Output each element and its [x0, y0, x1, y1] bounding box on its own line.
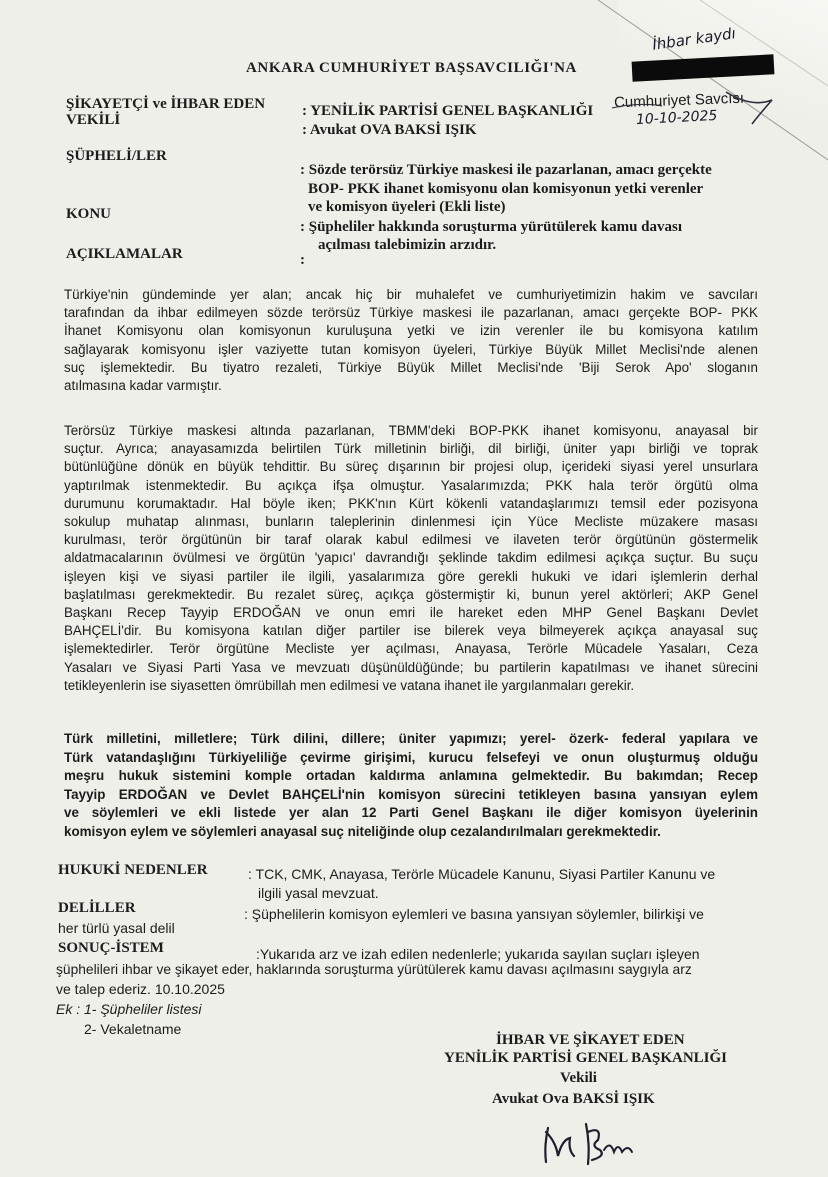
stamp-handwritten-note: İhbar kaydı	[651, 24, 737, 54]
signature-line-3: Vekili	[560, 1070, 597, 1086]
evidence-label: DELİLLER	[58, 900, 136, 916]
signature-line-2: YENİLİK PARTİSİ GENEL BAŞKANLIĞI	[444, 1050, 728, 1066]
text-line: Terörsüz Türkiye maskesi altında pazarlanan, TBMM'deki BOP-PKK ihanet komisyonu, anayasal bir	[64, 423, 758, 438]
complainant-label-2: VEKİLİ	[66, 112, 121, 128]
text-line: meşru hukuk sistemini komple ortadan kaldırma anlamına gelmektedir. Bu bakımdan; Recep	[64, 768, 758, 784]
subject-value-2: açılması talebimizin arzıdır.	[318, 237, 497, 253]
text-line: suçtur. Ayrıca; anayasamızda belirtilen Türk milletinin birliği, dil birliği, üniter yapı birliği ve toprak	[64, 441, 758, 457]
legal-reasons-value-2: ilgili yasal mevzuat.	[258, 885, 379, 901]
explanations-colon: :	[300, 252, 305, 268]
page-title: ANKARA CUMHURİYET BAŞSAVCILIĞI'NA	[246, 60, 577, 76]
text-line: Türk milletini, milletlere; Türk dilini, dillere; üniter yapımızı; yerel- özerk- federal yapılara ve	[64, 731, 758, 746]
result-value-2: şüphelileri ihbar ve şikayet eder, haklarında soruşturma yürütülerek kamu davası açılmasını saygıyla arz	[56, 962, 692, 977]
result-value-1: :Yukarıda arz ve izah edilen nedenlerle; yukarıda sayılan suçları işleyen	[256, 946, 700, 962]
signature-line-4: Avukat Ova BAKSİ IŞIK	[492, 1091, 655, 1107]
text-line: kurulması, terör örgütünün bir taraf olarak kabul edilmesi ve ilaveten terör örgütünün göstermelik	[64, 532, 758, 548]
text-line: başlatılması gerekmektedir. Bu rezalet süreç, açıkça göstermiştir ki, bunun yerel aktörleri; AKP Genel	[64, 586, 758, 602]
text-line: ve söylemleri ve ekli listede yer alan 12 Parti Genel Başkanı ile diğer komisyon üyelerinin	[64, 805, 758, 821]
subject-label: KONU	[66, 206, 111, 222]
text-line: atılmasına kadar varmıştır.	[64, 378, 222, 394]
text-line: işleyen kişi ve siyasi partiler ile ilgili, yasalarımıza göre gerekli hukuki ve idari işlemlerin derhal	[64, 568, 758, 584]
text-line: sokulup muhatap alınması, bunların taleplerinin dinlenmesi için Yüce Mecliste müzakere masası	[64, 514, 758, 530]
signature-line-1: İHBAR VE ŞİKAYET EDEN	[496, 1032, 685, 1048]
suspects-label: ŞÜPHELİ/LER	[66, 148, 167, 164]
legal-reasons-value-1: : TCK, CMK, Anayasa, Terörle Mücadele Kanunu, Siyasi Partiler Kanunu ve	[248, 866, 716, 882]
complainant-value: : YENİLİK PARTİSİ GENEL BAŞKANLIĞI	[302, 103, 594, 119]
text-line: BAHÇELİ'dir. Bu komisyona katılan diğer partiler ise bilerek veya bilmeyerek açıkça anayasal suç	[64, 623, 758, 639]
text-line: tetikleyenlerin ise siyasetten ömrübillah men edilmesi ve vatana ihanet ile yargılanmaları gerekir.	[64, 677, 635, 693]
attachments-label: Ek : 1- Şüpheliler listesi	[56, 1001, 202, 1017]
text-line: aldatmacalarının övülmesi ve örgütün 'yapıcı' davrandığı şeklinde takdim edilmesi açıkça suçtur. Bu suçu	[64, 550, 758, 566]
stamp-office: Cumhuriyet Savcısı	[613, 89, 745, 112]
subject-value-1: : Şüpheliler hakkında soruşturma yürütülerek kamu davası	[300, 219, 683, 235]
result-value-3: ve talep ederiz. 10.10.2025	[56, 981, 225, 997]
text-line: komisyon eylem ve söylemleri anayasal suç niteliğinde olup cezalandırılmaları gerekmektedir.	[64, 823, 661, 839]
complainant-label: ŞİKAYETÇİ ve İHBAR EDEN	[66, 96, 266, 112]
text-line: Türk vatandaşlığını Türkiyeliliğe çevirme girişimi, kurucu felsefeyi ve onun oluşturmuş olduğu	[64, 749, 758, 765]
result-label: SONUÇ-İSTEM	[58, 940, 164, 956]
text-line: sağlayarak komisyonu işler vaziyette tutan komisyon üyeleri, Türkiye Büyük Millet Meclisi'nde alenen	[64, 341, 758, 357]
text-line: tarafından da ihbar edilmeyen sözde terörsüz Türkiye maskesi ile pazarlanan, amacı gerçekte BOP- PKK	[64, 305, 758, 321]
explanations-label: AÇIKLAMALAR	[66, 246, 183, 262]
complainant-attorney: : Avukat OVA BAKSİ IŞIK	[302, 122, 477, 138]
evidence-value-2: her türlü yasal delil	[58, 920, 175, 936]
text-line: bütünlüğüne dönük en büyük tehdittir. Bu süreç dışarının bir projesi olup, içerideki siyasi yerel unsurlara	[64, 459, 758, 475]
text-line: Yasaları ve Siyasi Parti Yasa ve mevzuatı düşünüldüğünde; bu partilerin kapatılması ve ihanet sürecini	[64, 659, 758, 675]
text-line: Başkanı Recep Tayyip ERDOĞAN ve onun emri ile hareket eden MHP Genel Başkanı Devlet	[64, 605, 758, 621]
text-line: durumunu korumaktadır. Hal böyle iken; PKK'nın Kürt kökenli vatandaşlarımızı temsil eder pozisyona	[64, 495, 758, 511]
text-line: Türkiye'nin gündeminde yer alan; ancak hiç bir muhalefet ve cumhuriyetimizin hakim ve savcıları	[64, 287, 758, 302]
text-line: işlemektedirler. Terör örgütüne Mecliste yer açılması, Anayasa, Terörle Mücadele Yasaları, Ceza	[64, 641, 758, 657]
attachment-item-2: 2- Vekaletname	[84, 1021, 182, 1037]
evidence-value-1: : Şüphelilerin komisyon eylemleri ve basına yansıyan söylemler, bilirkişi ve	[244, 906, 704, 922]
text-line: suç işlemektedir. Bu tiyatro rezaleti, Türkiye Büyük Millet Meclisi'nde 'Biji Serok Apo' sloganın	[64, 359, 758, 375]
legal-reasons-label: HUKUKİ NEDENLER	[58, 862, 208, 878]
text-line: yaptırılmak istenmektedir. Bu açıkça ifşa olmuştur. Yasalarımızda; PKK hala terör örgütü olma	[64, 477, 758, 493]
text-line: Tayyip ERDOĞAN ve Devlet BAHÇELİ'nin komisyon sürecini tetikleyen basına yansıyan eylem	[64, 786, 758, 802]
suspects-value-2: BOP- PKK ihanet komisyonu olan komisyonun yetki verenler	[308, 181, 704, 197]
suspects-value-1: : Sözde terörsüz Türkiye maskesi ile pazarlanan, amacı gerçekte	[300, 162, 712, 178]
suspects-value-3: ve komisyon üyeleri (Ekli liste)	[308, 199, 506, 215]
text-line: İhanet Komisyonu olan komisyonun kuruluşuna yetki ve izin verenler ile bu komisyona katılım	[64, 323, 758, 339]
stamp-date: 10-10-2025	[635, 107, 718, 129]
